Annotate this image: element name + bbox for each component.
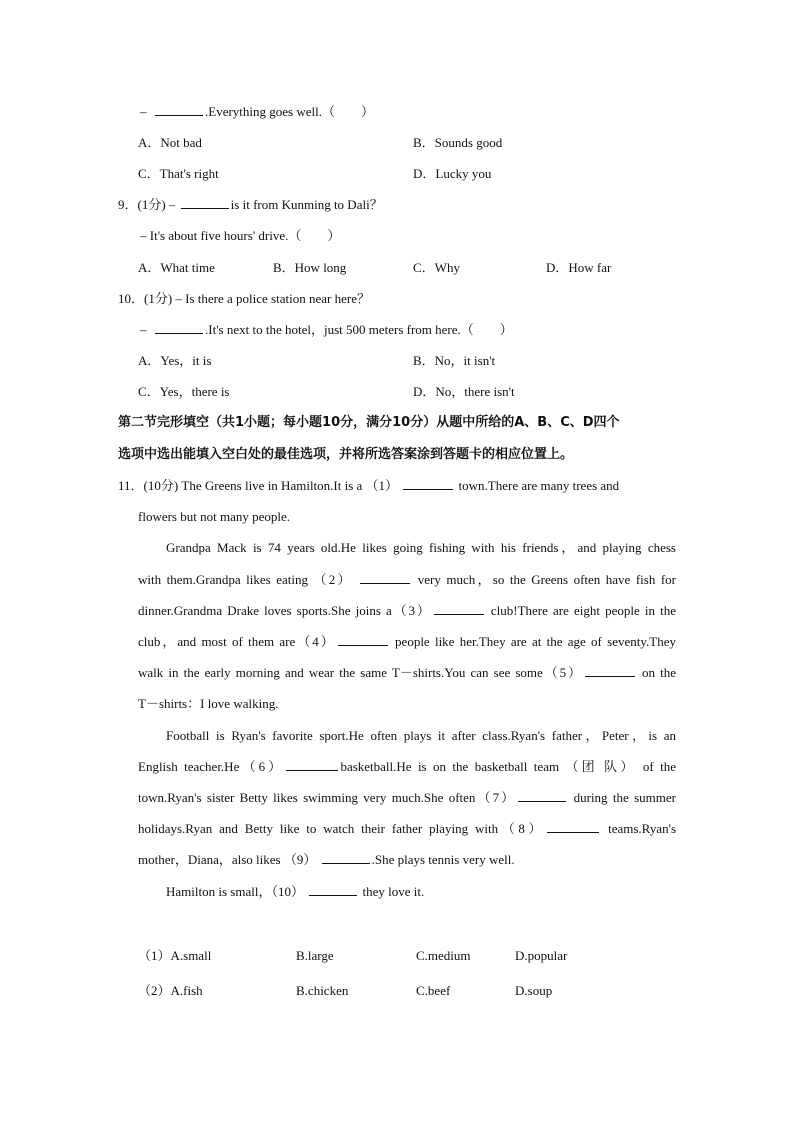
q9-stem: 9．(1分) – is it from Kunming to Dali？ [118,197,383,212]
q10-option-b[interactable]: B．No，it isn't [413,353,496,368]
q10-option-d[interactable]: D．No，there isn't [413,384,515,399]
q9-option-d[interactable]: D．How far [546,260,612,275]
section-heading-line1: 第二节完形填空（共1小题；每小题10分，满分10分）从题中所给的A、B、C、D四个 [118,415,620,430]
q10-option-a[interactable]: A．Yes，it is [138,353,212,368]
choice-1-option-a[interactable]: （1）A.small [138,948,212,963]
paragraph1-line6: T－shirts：I love walking. [138,696,279,711]
q11-line1: 11．(10分) The Greens live in Hamilton.It is a （1） town.There are many trees and [118,478,620,493]
paragraph1-line5: walk in the early morning and wear the same T－shirts.You can see some（5） on the [138,665,676,680]
paragraph2-line4: holidays.Ryan and Betty like to watch their father playing with（8） teams.Ryan's [138,821,676,836]
paragraph1-line1: Grandpa Mack is 74 years old.He likes going fishing with his friends，and playing chess [166,540,676,555]
answer-blank[interactable] [181,196,229,209]
q9-option-b[interactable]: B．How long [273,260,347,275]
answer-blank-9[interactable] [322,851,370,864]
q10-option-c[interactable]: C．Yes，there is [138,384,230,399]
q8-option-b[interactable]: B．Sounds good [413,135,503,150]
q9-option-a[interactable]: A．What time [138,260,215,275]
q11-line2: flowers but not many people. [138,509,290,524]
choice-1-option-b[interactable]: B.large [296,948,334,963]
section-heading-line2: 选项中选出能填入空白处的最佳选项，并将所选答案涂到答题卡的相应位置上。 [118,447,574,462]
q8-option-d[interactable]: D．Lucky you [413,166,492,181]
answer-blank-3[interactable] [434,602,484,615]
paragraph1-line2: with them.Grandpa likes eating （2） very much，so the Greens often have fish for [138,572,676,587]
choice-1-option-c[interactable]: C.medium [416,948,471,963]
paragraph2-line3: town.Ryan's sister Betty likes swimming very much.She often（7） during the summer [138,790,676,805]
answer-blank-10[interactable] [309,883,357,896]
paragraph2-line1: Football is Ryan's favorite sport.He often plays it after class.Ryan's father，Peter，is an [166,728,676,743]
answer-blank-2[interactable] [360,571,410,584]
answer-blank-7[interactable] [518,789,566,802]
q8-option-a[interactable]: A．Not bad [138,135,202,150]
answer-blank-4[interactable] [338,633,388,646]
answer-blank[interactable] [155,321,203,334]
q10-stem: 10．(1分) – Is there a police station near here？ [118,291,370,306]
choice-1-option-d[interactable]: D.popular [515,948,568,963]
paragraph2-line2: English teacher.He（6） basketball.He is on the basketball team （团 队） of the [138,759,676,774]
paragraph1-line3: dinner.Grandma Drake loves sports.She joins a（3） club!There are eight people in the [138,603,676,618]
choice-2-option-a[interactable]: （2）A.fish [138,983,203,998]
choice-2-option-b[interactable]: B.chicken [296,983,349,998]
q8-option-c[interactable]: C．That's right [138,166,219,181]
paragraph3: Hamilton is small，（10） they love it. [166,884,425,899]
answer-blank-8[interactable] [547,820,599,833]
paragraph2-line5: mother，Diana，also likes （9） .She plays tennis very well. [138,852,515,867]
answer-blank-5[interactable] [585,664,635,677]
answer-blank-1[interactable] [403,477,453,490]
answer-blank-6[interactable] [286,758,338,771]
q9-line2: – It's about five hours' drive.（ ） [140,228,341,243]
q10-line2: – .It's next to the hotel，just 500 meters from here.（ ） [140,322,513,337]
q9-option-c[interactable]: C．Why [413,260,460,275]
answer-blank[interactable] [155,103,203,116]
paragraph1-line4: club，and most of them are（4） people like her.They are at the age of seventy.They [138,634,676,649]
choice-2-option-d[interactable]: D.soup [515,983,553,998]
q8-stem: – .Everything goes well.（ ） [140,104,374,119]
choice-2-option-c[interactable]: C.beef [416,983,451,998]
